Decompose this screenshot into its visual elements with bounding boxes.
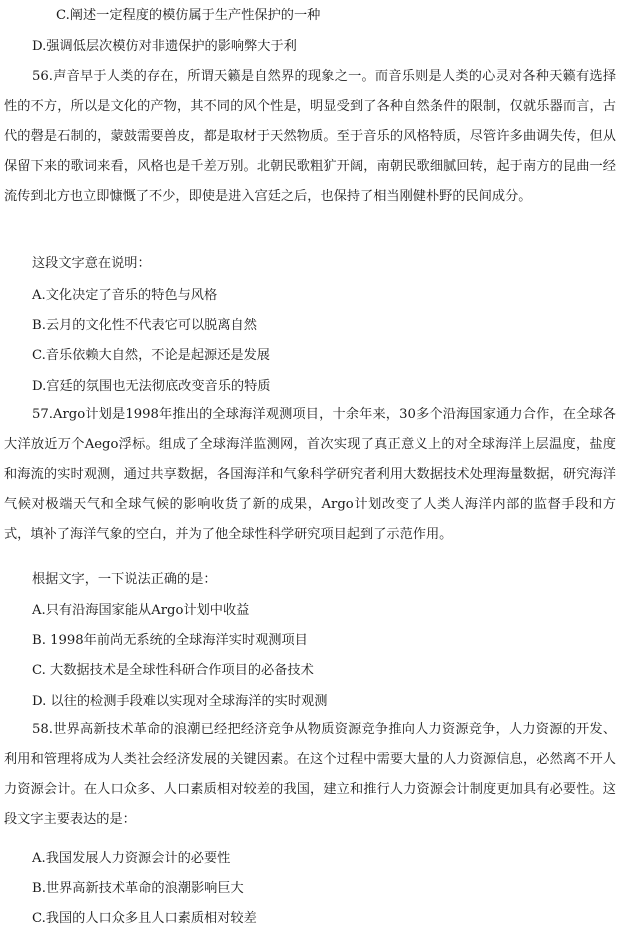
q57-stem: 57.Argo计划是1998年推出的全球海洋观测项目，十余年来，30多个沿海国家通力合作，在全球各大洋放近万个Aego浮标。组成了全球海洋监测网，首次实现了真正意义上的对全球海洋上层温度，盐度和海流的实时观测，通过共享数据，各国海洋和气象科学研究者利用大数据技术处理海量数据，研究海洋气候对极端天气和全球气候的影响收货了新的成果，Argo计划改变了人类人海洋内部的监督手段和方式，填补了海洋气象的空白，并为了他全球性科学研究项目起到了示范作用。 [4,407,616,542]
q58-option-c: C.我国的人口众多且人口素质相对较差 [32,911,257,926]
q56-stem: 56.声音早于人类的存在，所谓天籁是自然界的现象之一。而音乐则是人类的心灵对各种天籁有选择性的不方，所以是文化的产物，其不同的风个性是，明显受到了各种自然条件的限制，仅就乐器而言，古代的磬是石制的，蒙鼓需要兽皮，都是取材于天然物质。至于音乐的风格特质，尽管许多曲调失传，但从保留下来的歌词来看，风格也是千差万别。北朝民歌粗犷开阔，南朝民歌细腻回转，起于南方的昆曲一经流传到北方也立即慷慨了不少，即使是进入宫廷之后，也保持了相当刚健朴野的民间成分。 [4,69,616,204]
q55-option-d: D.强调低层次模仿对非遗保护的影响弊大于利 [32,39,297,54]
q56-option-c: C.音乐依赖大自然，不论是起源还是发展 [32,348,270,363]
q58-stem: 58.世界高新技术革命的浪潮已经把经济竞争从物质资源竞争推向人力资源竞争，人力资源的开发、利用和管理将成为人类社会经济发展的关键因素。在这个过程中需要大量的人力资源信息，必然离不开人力资源会计。在人口众多、人口素质相对较差的我国，建立和推行人力资源会计制度更加具有必要性。这段文字主要表达的是： [4,722,616,827]
q58-option-b: B.世界高新技术革命的浪潮影响巨大 [32,881,244,896]
q57-option-c: C. 大数据技术是全球性科研合作项目的必备技术 [32,663,314,678]
q58-option-a: A.我国发展人力资源会计的必要性 [32,851,231,866]
q57-option-a: A.只有沿海国家能从Argo计划中收益 [32,603,250,618]
q56-option-d: D.宫廷的氛围也无法彻底改变音乐的特质 [32,379,271,394]
q56-prompt: 这段文字意在说明： [32,256,151,271]
q55-option-c: C.阐述一定程度的模仿属于生产性保护的一种 [56,8,321,23]
q57-option-d: D. 以往的检测手段难以实现对全球海洋的实时观测 [32,694,328,709]
q56-option-b: B.云月的文化性不代表它可以脱离自然 [32,318,257,333]
q56-option-a: A.文化决定了音乐的特色与风格 [32,288,218,303]
q57-option-b: B. 1998年前尚无系统的全球海洋实时观测项目 [32,633,308,648]
q57-prompt: 根据文字，一下说法正确的是： [32,572,217,587]
